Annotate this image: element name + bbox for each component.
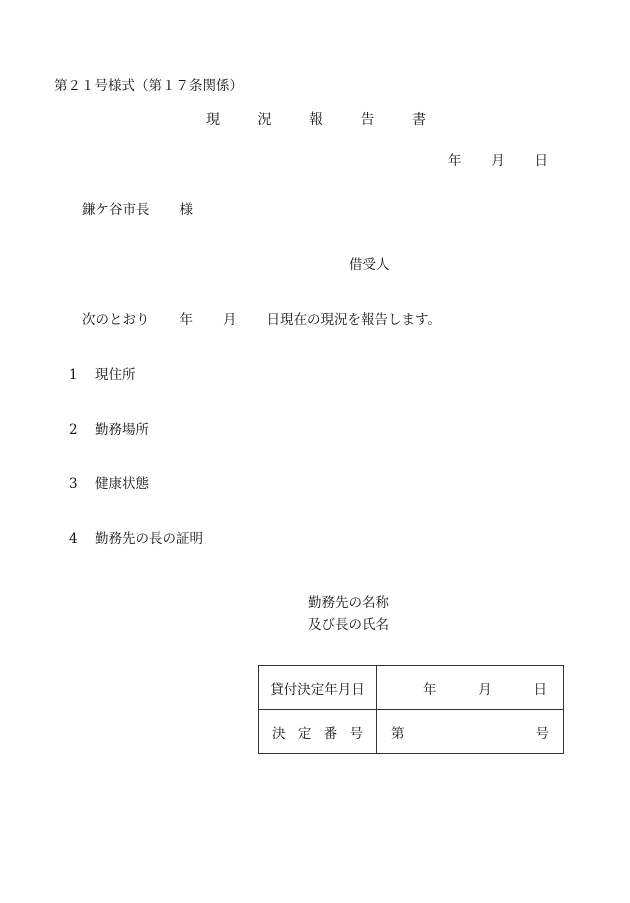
item-label: 勤務先の長の証明 <box>95 531 203 547</box>
label-char: 号 <box>349 725 363 742</box>
form-number: 第２１号様式（第１７条関係） <box>54 78 243 94</box>
number-prefix: 第 <box>391 725 405 742</box>
title-char: 報 <box>309 112 323 128</box>
report-year-label: 年 <box>179 312 193 328</box>
decision-number-cell <box>377 710 564 754</box>
label-char: 定 <box>297 725 312 742</box>
page-title <box>206 113 426 127</box>
title-char: 告 <box>360 112 375 128</box>
item-number: 4 <box>69 531 78 547</box>
list-item <box>69 424 149 438</box>
report-suffix: 日現在の現況を報告します。 <box>266 312 441 328</box>
employer-head-label: 及び長の氏名 <box>308 617 389 633</box>
item-label: 勤務場所 <box>95 422 149 438</box>
item-label: 現住所 <box>95 367 136 383</box>
label-char: 決 <box>272 725 286 742</box>
report-sentence <box>82 314 441 328</box>
date-year-label: 年 <box>448 153 462 169</box>
item-number: 1 <box>69 367 78 383</box>
decision-year-label: 年 <box>423 681 437 698</box>
list-item <box>69 533 203 547</box>
addressee <box>82 204 193 218</box>
title-char: 書 <box>412 112 426 128</box>
label-char: 番 <box>323 725 338 742</box>
title-char: 現 <box>206 112 220 128</box>
employer-name-label: 勤務先の名称 <box>308 595 389 611</box>
addressee-honorific: 様 <box>179 202 193 218</box>
borrower-label: 借受人 <box>349 257 390 273</box>
decision-day-label: 日 <box>533 681 547 698</box>
item-label: 健康状態 <box>95 476 149 492</box>
decision-month-label: 月 <box>478 681 492 698</box>
list-item <box>69 478 149 492</box>
decision-date-label: 貸付決定年月日 <box>259 666 377 710</box>
list-item <box>69 369 136 383</box>
table-row <box>259 666 564 710</box>
table-row <box>259 710 564 754</box>
decision-date-cell <box>377 666 564 710</box>
report-month-label: 月 <box>223 312 237 328</box>
item-number: 2 <box>69 422 78 438</box>
date-day-label: 日 <box>534 153 548 169</box>
title-char: 況 <box>257 112 272 128</box>
number-suffix: 号 <box>535 725 549 742</box>
date-month-label: 月 <box>491 153 505 169</box>
report-date <box>448 155 548 169</box>
report-prefix: 次のとおり <box>82 312 150 328</box>
addressee-name: 鎌ケ谷市長 <box>82 202 150 218</box>
decision-number-label <box>259 710 377 754</box>
loan-info-table <box>258 665 564 754</box>
item-number: 3 <box>69 476 78 492</box>
